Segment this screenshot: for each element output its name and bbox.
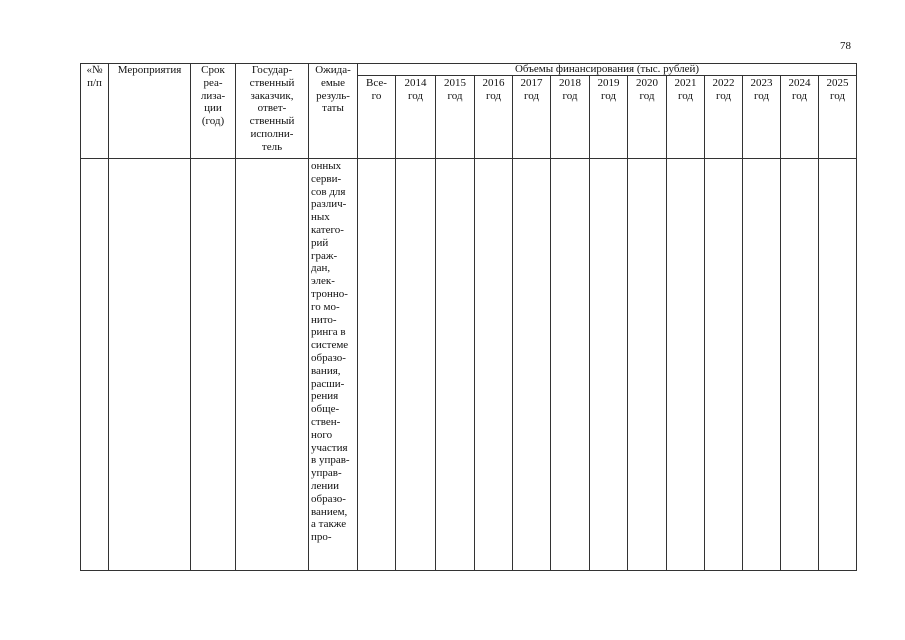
- results-line: граж-: [311, 249, 338, 262]
- cell-num: [81, 159, 109, 571]
- header-year-2019: 2019 год: [590, 76, 628, 159]
- cell-2018: [551, 159, 590, 571]
- header-year-2017: 2017 год: [513, 76, 551, 159]
- results-line: го мо-: [311, 300, 340, 313]
- cell-2016: [475, 159, 513, 571]
- results-line: рения: [311, 390, 339, 403]
- results-line: управ-: [311, 467, 342, 480]
- cell-2017: [513, 159, 551, 571]
- results-line: про-: [311, 531, 332, 544]
- results-line: обще-: [311, 403, 340, 416]
- results-line: сов для: [311, 185, 346, 198]
- header-term: Срок реа- лиза- ции (год): [191, 64, 236, 159]
- header-year-2023: 2023 год: [743, 76, 781, 159]
- header-year-2015: 2015 год: [436, 76, 475, 159]
- results-line: рий: [311, 236, 329, 249]
- header-events: Мероприятия: [109, 64, 191, 159]
- header-funding-title: Объемы финансирования (тыс. рублей): [358, 64, 857, 76]
- results-line: расши-: [311, 377, 345, 390]
- funding-table: [80, 63, 857, 571]
- results-line: ствен-: [311, 415, 341, 428]
- cell-customer: [236, 159, 309, 571]
- cell-2022: [705, 159, 743, 571]
- header-results: Ожида- емые резуль- таты: [309, 64, 358, 159]
- cell-total: [358, 159, 396, 571]
- results-line: тронно-: [311, 287, 348, 300]
- results-line: вания,: [311, 364, 341, 377]
- results-line: а также: [311, 518, 347, 531]
- results-line: катего-: [311, 223, 344, 236]
- header-year-2020: 2020 год: [628, 76, 667, 159]
- header-year-2016: 2016 год: [475, 76, 513, 159]
- results-line: образо-: [311, 351, 346, 364]
- cell-term: [191, 159, 236, 571]
- header-year-2025: 2025 год: [819, 76, 857, 159]
- results-line: различ-: [311, 198, 347, 211]
- header-year-2022: 2022 год: [705, 76, 743, 159]
- results-text: [311, 160, 357, 544]
- header-num: «№ п/п: [81, 64, 109, 159]
- results-line: лении: [311, 479, 340, 492]
- header-total: Все- го: [358, 76, 396, 159]
- cell-2014: [396, 159, 436, 571]
- results-line: ных: [311, 211, 330, 224]
- cell-2023: [743, 159, 781, 571]
- cell-2024: [781, 159, 819, 571]
- header-year-2018: 2018 год: [551, 76, 590, 159]
- results-line: серви-: [311, 172, 342, 185]
- results-line: образо-: [311, 492, 346, 505]
- results-line: нито-: [311, 313, 337, 326]
- results-line: ринга в: [311, 326, 346, 339]
- header-year-2024: 2024 год: [781, 76, 819, 159]
- results-line: ванием,: [311, 505, 348, 518]
- cell-2021: [667, 159, 705, 571]
- header-year-2021: 2021 год: [667, 76, 705, 159]
- cell-2015: [436, 159, 475, 571]
- results-line: системе: [311, 339, 349, 352]
- results-line: ного: [311, 428, 333, 441]
- cell-results: [309, 159, 358, 571]
- cell-2019: [590, 159, 628, 571]
- results-line: элек-: [311, 275, 335, 288]
- header-year-2014: 2014 год: [396, 76, 436, 159]
- page-number: 78: [840, 40, 851, 52]
- cell-2025: [819, 159, 857, 571]
- table-row: [81, 159, 857, 571]
- results-line: онных: [311, 160, 342, 172]
- results-line: участия: [311, 441, 348, 454]
- header-customer: Государ- ственный заказчик, ответ- ственный исполни- тель: [236, 64, 309, 159]
- results-line: дан,: [311, 262, 331, 275]
- cell-2020: [628, 159, 667, 571]
- cell-events: [109, 159, 191, 571]
- results-line: в управ-: [311, 454, 350, 467]
